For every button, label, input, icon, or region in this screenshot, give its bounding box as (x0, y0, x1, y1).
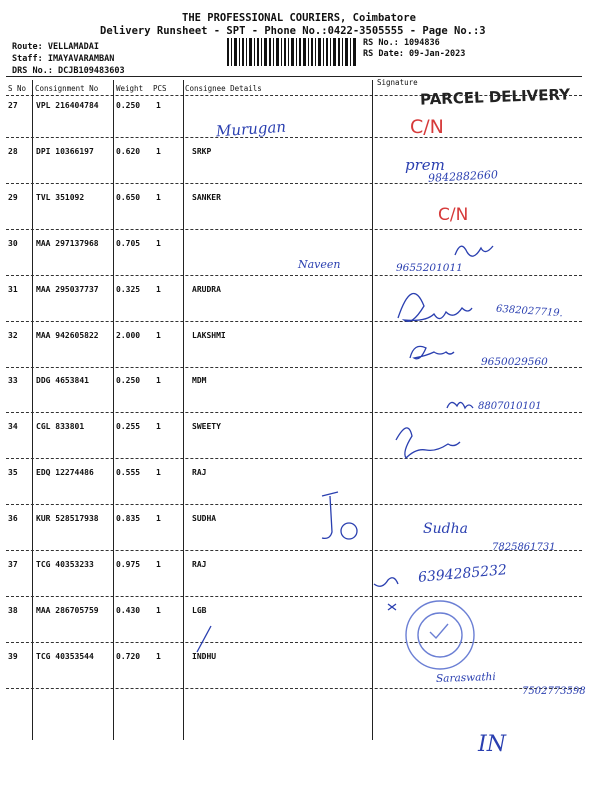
row-weight: 0.705 (116, 238, 141, 248)
col-header-signature: Signature (377, 78, 418, 87)
row-consignment-no: DDG 4653841 (36, 376, 89, 386)
handwritten-name: Murugan (215, 117, 287, 141)
row-consignee: SWEETY (192, 422, 221, 432)
row-sno: 32 (8, 330, 18, 340)
row-sno: 28 (8, 146, 18, 156)
row-weight: 0.250 (116, 101, 141, 110)
row-pcs: 1 (156, 146, 161, 156)
handwritten-phone: 9842882660 (427, 168, 499, 185)
col-header-pcs: PCS (153, 84, 167, 93)
row-consignment-no: TVL 351092 (36, 192, 85, 202)
row-pcs: 1 (156, 238, 161, 248)
staff-label: Staff: IMAYAVARAMBAN (12, 54, 115, 64)
signature-scribble (396, 428, 460, 458)
row-consignee: RAJ (192, 468, 207, 478)
signature-scribble (410, 346, 454, 359)
row-consignee: SUDHA (192, 514, 217, 524)
signature-scribble (398, 294, 472, 322)
row-consignee: INDHU (192, 651, 217, 661)
runsheet-subtitle: Delivery Runsheet - SPT - Phone No.:0422-3505555 - Page No.:3 (100, 25, 486, 37)
handwritten-footer-mark: IN (478, 732, 506, 757)
row-sno: 27 (8, 101, 18, 110)
row-pcs: 1 (156, 651, 161, 661)
handwritten-phone: 6394285232 (417, 562, 508, 586)
handwritten-name: Naveen (298, 258, 341, 271)
row-pcs: 1 (156, 422, 161, 432)
row-consignee: MDM (192, 376, 207, 386)
signature-scribble (455, 246, 493, 256)
row-consignee: SANKER (192, 192, 221, 202)
col-header-consignee: Consignee Details (185, 84, 262, 93)
row-pcs: 1 (156, 560, 161, 569)
row-pcs: 1 (156, 284, 161, 294)
handwritten-phone: 7825861731 (492, 542, 556, 553)
row-consignment-no: MAA 295037737 (36, 284, 99, 294)
handwritten-phone: 6382027719. (495, 303, 564, 320)
row-weight: 0.835 (116, 514, 141, 524)
handwritten-phone: 8807010101 (478, 401, 542, 412)
row-weight: 0.620 (116, 146, 141, 156)
row-sno: 29 (8, 192, 18, 202)
col-header-weight: Weight (116, 84, 144, 93)
row-weight: 0.430 (116, 605, 141, 615)
row-pcs: 1 (156, 330, 161, 340)
handwritten-signature: prem (405, 156, 445, 174)
row-consignee: RAJ (192, 560, 207, 569)
drs-number: DRS No.: DCJB109483603 (12, 66, 125, 76)
handwritten-phone: 9650029560 (481, 356, 548, 368)
handwritten-signature: Saraswathi (435, 670, 496, 686)
row-sno: 31 (8, 284, 18, 294)
col-header-consignment: Consignment No (35, 84, 99, 93)
row-consignment-no: KUR 528517938 (36, 514, 99, 524)
parcel-delivery-stamp: PARCEL DELIVERY (419, 85, 571, 109)
row-pcs: 1 (156, 376, 161, 386)
row-sno: 35 (8, 468, 18, 478)
row-consignee: LAKSHMI (192, 330, 226, 340)
handwritten-phone: 9655201011 (396, 262, 463, 274)
signature-scribble (322, 492, 338, 538)
row-weight: 0.555 (116, 468, 141, 478)
row-sno: 36 (8, 514, 18, 524)
row-consignee: SRKP (192, 146, 212, 156)
row-consignment-no: CGL 833801 (36, 422, 85, 432)
rs-number: RS No.: 1094836 (363, 38, 440, 48)
row-sno: 30 (8, 238, 18, 248)
row-sno: 37 (8, 560, 18, 569)
row-pcs: 1 (156, 514, 161, 524)
row-weight: 0.720 (116, 651, 141, 661)
rs-date: RS Date: 09-Jan-2023 (363, 49, 466, 59)
row-consignee: LGB (192, 605, 207, 615)
row-consignment-no: MAA 286705759 (36, 605, 99, 615)
row-sno: 38 (8, 605, 18, 615)
row-pcs: 1 (156, 101, 161, 110)
signature-scribble (341, 523, 357, 539)
row-consignment-no: EDQ 12274486 (36, 468, 94, 478)
row-sno: 33 (8, 376, 18, 386)
row-weight: 0.650 (116, 192, 141, 202)
col-header-sno: S No (8, 84, 27, 93)
row-weight: 0.325 (116, 284, 141, 294)
row-pcs: 1 (156, 192, 161, 202)
signature-scribble (197, 626, 211, 652)
row-sno: 39 (8, 651, 18, 661)
row-consignment-no: TCG 40353544 (36, 651, 94, 661)
row-consignment-no: TCG 40353233 (36, 560, 94, 569)
row-consignment-no: MAA 942605822 (36, 330, 99, 340)
row-weight: 0.250 (116, 376, 141, 386)
row-consignee: ARUDRA (192, 284, 221, 294)
row-consignment-no: VPL 216404784 (36, 101, 99, 110)
signature-scribble (374, 578, 398, 587)
row-weight: 2.000 (116, 330, 141, 340)
company-seal (406, 601, 474, 669)
signature-scribble (447, 402, 473, 408)
signature-scribble (388, 604, 396, 610)
row-weight: 0.255 (116, 422, 141, 432)
row-consignment-no: MAA 297137968 (36, 238, 99, 248)
handwritten-cn-mark: C/N (438, 205, 469, 225)
row-pcs: 1 (156, 468, 161, 478)
handwritten-signature: Sudha (423, 521, 468, 537)
handwritten-cn-mark: C/N (410, 116, 444, 138)
row-sno: 34 (8, 422, 18, 432)
row-consignment-no: DPI 10366197 (36, 146, 94, 156)
row-pcs: 1 (156, 605, 161, 615)
handwritten-phone: 7502773598 (522, 686, 586, 697)
company-title: THE PROFESSIONAL COURIERS, Coimbatore (182, 12, 416, 24)
route-label: Route: VELLAMADAI (12, 42, 99, 52)
row-weight: 0.975 (116, 560, 141, 569)
